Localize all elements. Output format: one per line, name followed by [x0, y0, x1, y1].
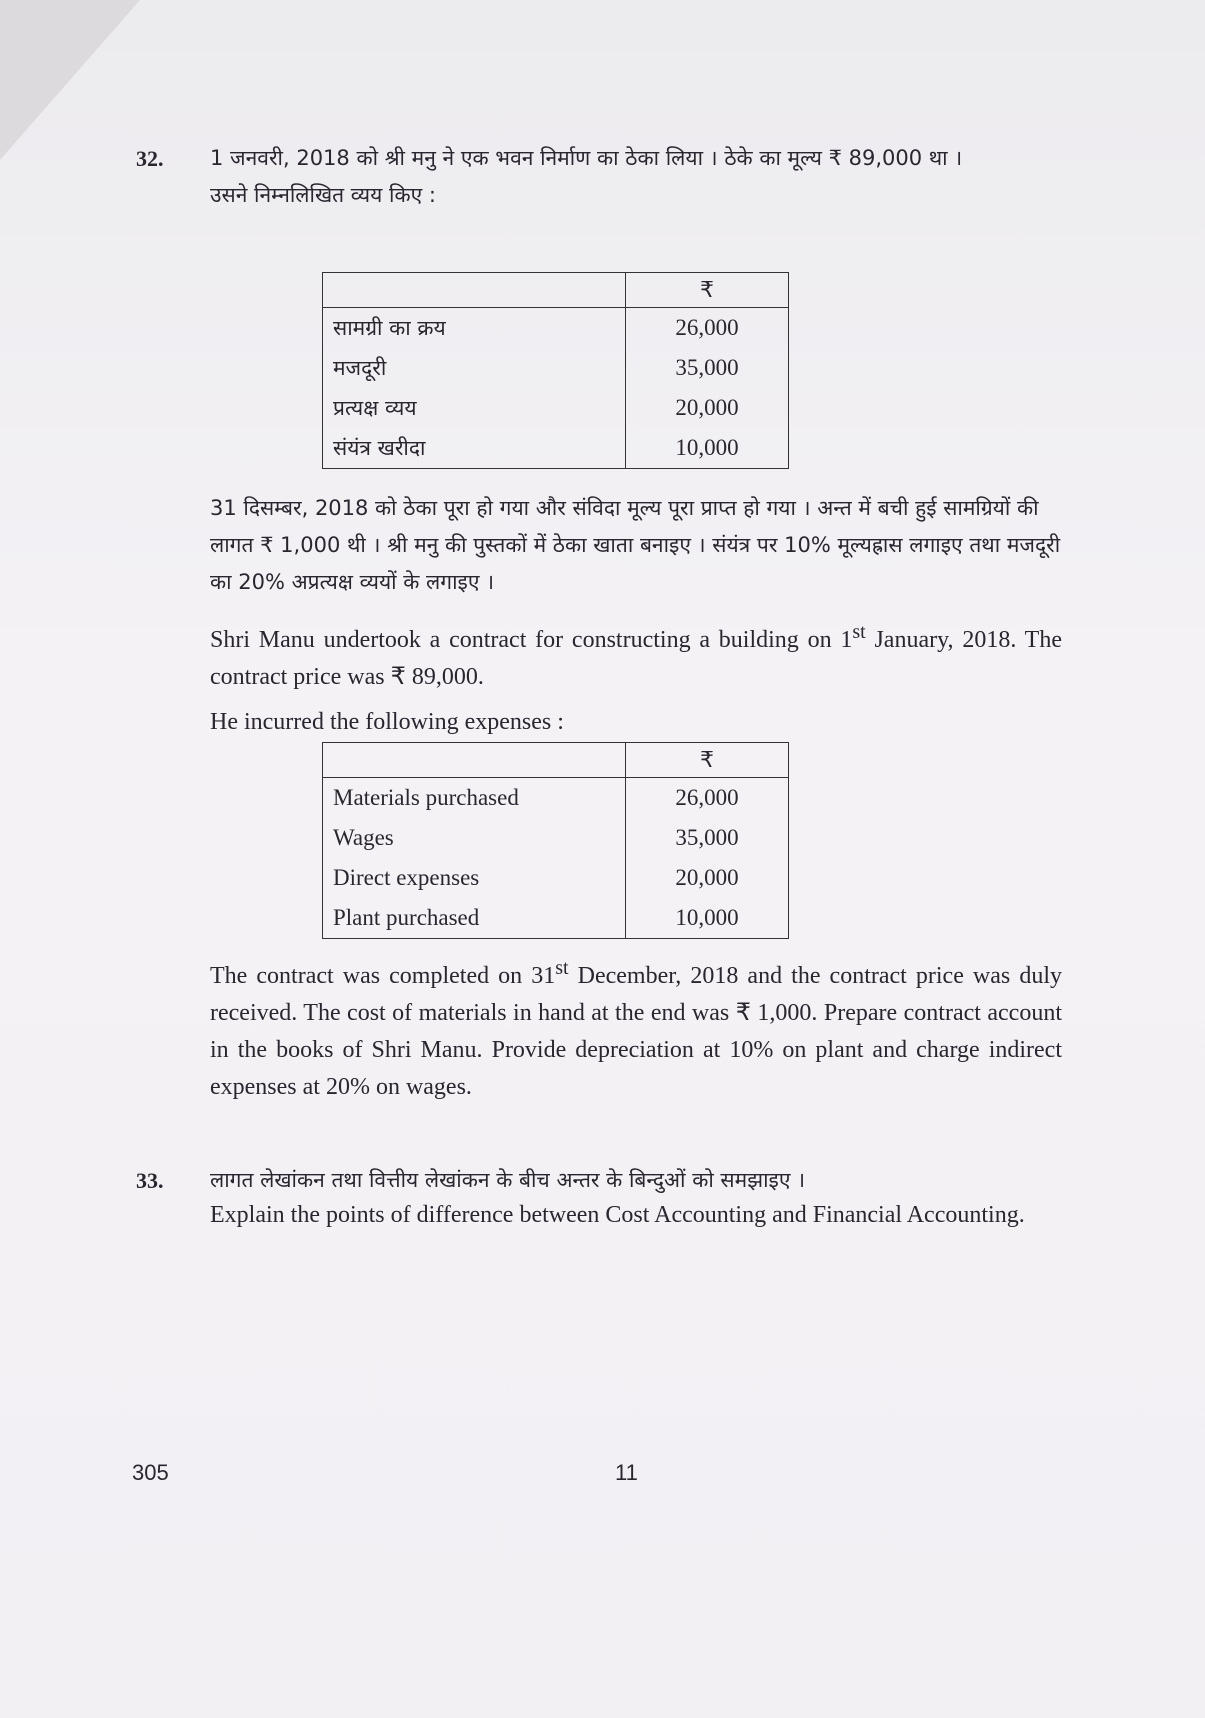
page-fold-corner: [0, 0, 140, 160]
page-number: 11: [615, 1460, 638, 1485]
table-row: सामग्री का क्रय 26,000: [323, 308, 789, 349]
table-row: Wages 35,000: [323, 818, 789, 858]
q32-hindi-intro: [210, 140, 1062, 214]
table-row: Direct expenses 20,000: [323, 858, 789, 898]
q33-hindi-text: लागत लेखांकन तथा वित्तीय लेखांकन के बीच अन्तर के बिन्दुओं को समझाइए ।: [210, 1168, 806, 1192]
table-row: संयंत्र खरीदा 10,000: [323, 428, 789, 469]
q32-hindi-intro-text: 1 जनवरी, 2018 को श्री मनु ने एक भवन निर्माण का ठेका लिया । ठेके का मूल्य ₹ 89,000 था ।: [210, 146, 963, 170]
table-row: प्रत्यक्ष व्यय 20,000: [323, 388, 789, 428]
hindi-expense-table: [322, 272, 789, 469]
q32-hindi-outro: [210, 490, 1062, 601]
q32-english-intro-text: Shri Manu undertook a contract for constructing a building on 1st January, 2018. The contract price was ₹ 89,000.: [210, 621, 1062, 690]
english-expense-table: [322, 742, 789, 939]
table-row: मजदूरी 35,000: [323, 348, 789, 388]
q32-english-intro: [210, 614, 1062, 741]
q32-hindi-outro-text: 31 दिसम्बर, 2018 को ठेका पूरा हो गया और संविदा मूल्य पूरा प्राप्त हो गया । अन्त में बची हुई सामग्रियों की लागत ₹ 1,000 थी । श्री मनु की पुस्तकों में ठेका खाता बनाइए । संयंत्र पर 10% मूल्यह्रास लगाइए तथा मजदूरी का 20% अप्रत्यक्ष व्ययों के लगाइए ।: [210, 496, 1061, 594]
paper-code: 305: [132, 1460, 169, 1485]
q32-english-lead: He incurred the following expenses :: [210, 709, 564, 735]
table-row: Plant purchased 10,000: [323, 898, 789, 939]
q32-hindi-lead: उसने निम्नलिखित व्यय किए :: [210, 183, 436, 207]
question-33-number: 33.: [136, 1168, 164, 1193]
q33-english-text: Explain the points of difference between Cost Accounting and Financial Accounting.: [210, 1202, 1025, 1228]
currency-header: ₹: [626, 273, 789, 308]
table-row: Materials purchased 26,000: [323, 778, 789, 819]
q32-english-outro-text: The contract was completed on 31st December, 2018 and the contract price was duly received. The cost of materials in hand at the end was ₹ 1,000. Prepare contract account in the books of Shri Manu. Provide depreciation at 10% on plant and charge indirect expenses at 20% on wages.: [210, 957, 1062, 1100]
currency-header: ₹: [626, 743, 789, 778]
q32-english-outro: [210, 950, 1062, 1106]
question-32-number: 32.: [136, 146, 164, 171]
q33-body: [210, 1162, 1062, 1231]
